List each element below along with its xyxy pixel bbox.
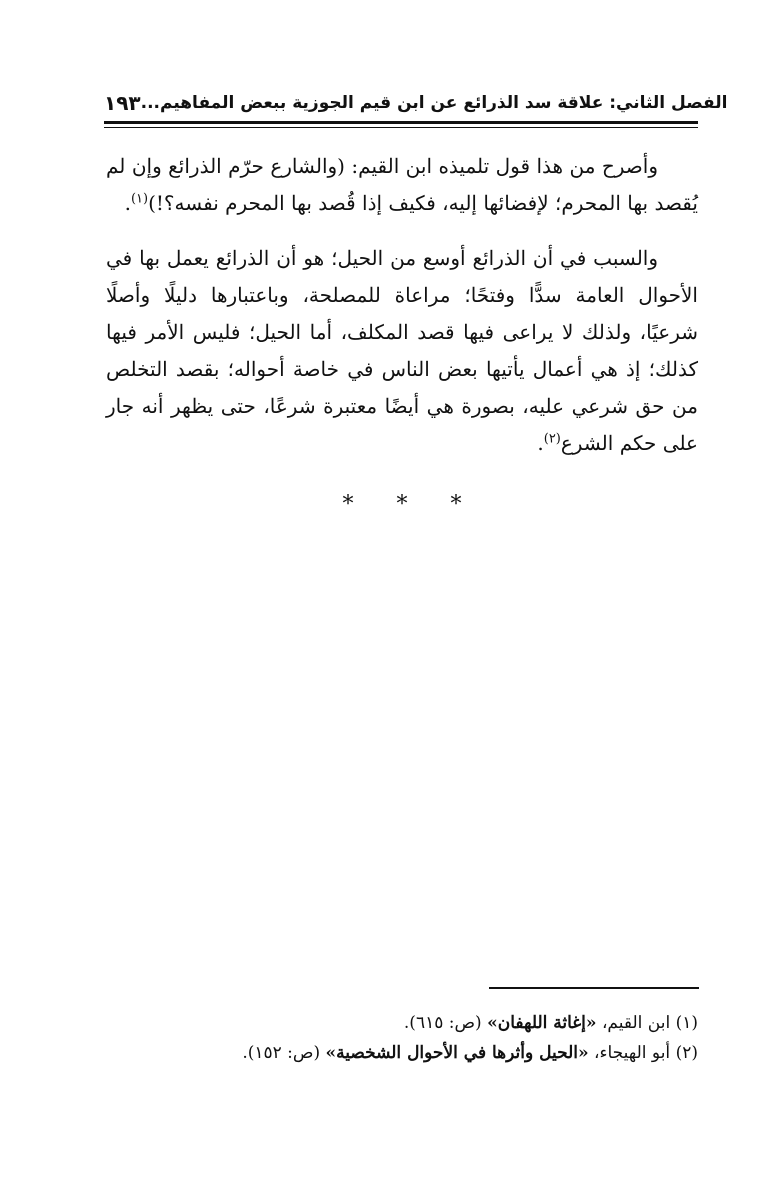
running-title: الفصل الثاني: علاقة سد الذرائع عن ابن قيم الجوزية ببعض المفاهيم... xyxy=(140,93,728,113)
page-number: ١٩٣ xyxy=(104,91,141,115)
footnote-title: «إغاثة اللهفان» xyxy=(487,1013,597,1033)
footnote xyxy=(106,1008,698,1038)
paragraph-end: . xyxy=(537,431,544,455)
footnote-number: (١) xyxy=(675,1013,698,1033)
section-separator: * * * xyxy=(342,492,480,517)
footnote-author: أبو الهيجاء، xyxy=(594,1043,671,1063)
paragraph-end: . xyxy=(124,191,131,215)
footnote-rule xyxy=(489,987,699,989)
footnote-number: (٢) xyxy=(675,1043,698,1063)
footnote-page: (ص: ١٥٢). xyxy=(242,1043,321,1063)
footnote xyxy=(106,1038,698,1068)
page-header xyxy=(104,86,728,120)
paragraph-text: وأصرح من هذا قول تلميذه ابن القيم: (والشارع حرّم الذرائع وإن لم يُقصد بها المحرم؛ لإفضائها إليه، فكيف إذا قُصد بها المحرم نفسه؟!) xyxy=(106,154,698,215)
paragraph-text: والسبب في أن الذرائع أوسع من الحيل؛ هو أن الذرائع يعمل بها في الأحوال العامة سدًّا وفتحًا؛ مراعاة للمصلحة، وباعتبارها دليلًا وأصلًا شرعيًا، ولذلك لا يراعى فيها قصد المكلف، أما الحيل؛ فليس الأمر فيها كذلك؛ إذ هي أعمال يأتيها بعض الناس في خاصة أحواله؛ بقصد التخلص من حق شرعي عليه، بصورة هي أيضًا معتبرة شرعًا، حتى يظهر أنه جار على حكم الشرع xyxy=(106,246,698,455)
header-rule-thin xyxy=(104,127,698,128)
body-text xyxy=(106,148,698,523)
footnote-page: (ص: ٦١٥). xyxy=(403,1013,482,1033)
footnotes xyxy=(106,1008,698,1068)
footnote-ref: (١) xyxy=(130,191,149,207)
footnote-ref: (٢) xyxy=(543,431,561,447)
footnote-title: «الحيل وأثرها في الأحوال الشخصية» xyxy=(325,1043,589,1063)
footnote-author: ابن القيم، xyxy=(601,1013,671,1033)
header-rule-thick xyxy=(104,121,698,124)
paragraph xyxy=(106,148,698,222)
paragraph xyxy=(106,240,698,462)
